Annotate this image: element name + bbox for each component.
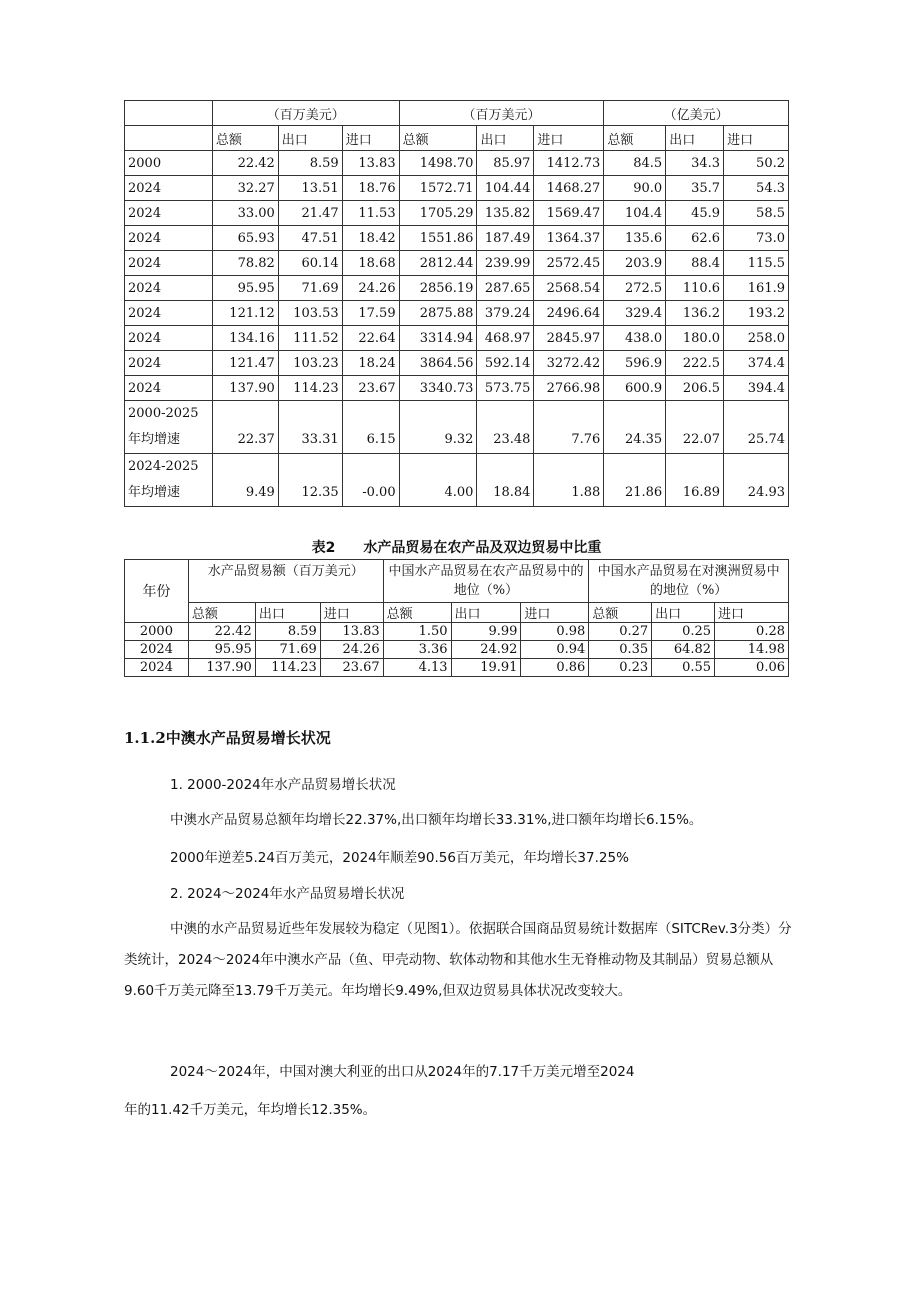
value-cell: 111.52 <box>278 326 342 351</box>
table-row <box>125 226 789 251</box>
table-row <box>125 351 789 376</box>
growth-row <box>125 401 789 454</box>
growth-period: 2000-2025 <box>128 406 199 421</box>
value-cell: 64.82 <box>652 641 715 659</box>
value-cell: 8.59 <box>278 151 342 176</box>
value-cell: 1572.71 <box>399 176 477 201</box>
table-row <box>125 251 789 276</box>
value-cell: 71.69 <box>255 641 320 659</box>
value-cell: 104.4 <box>604 201 666 226</box>
year-cell: 2024 <box>125 641 189 659</box>
year-cell: 2024 <box>125 251 213 276</box>
value-cell: 22.64 <box>342 326 399 351</box>
value-cell: 114.23 <box>255 659 320 677</box>
value-cell: 3.36 <box>383 641 451 659</box>
value-cell: 136.2 <box>666 301 724 326</box>
year-cell: 2024 <box>125 301 213 326</box>
paragraph-growth-rates: 中澳水产品贸易总额年均增长22.37%,出口额年均增长33.31%,进口额年均增长6.15%。 <box>170 812 703 828</box>
value-cell: 193.2 <box>724 301 789 326</box>
table-row <box>125 623 789 641</box>
growth-value: 7.76 <box>534 401 604 454</box>
value-cell: 121.47 <box>212 351 278 376</box>
value-cell: 95.95 <box>212 276 278 301</box>
value-cell: 2568.54 <box>534 276 604 301</box>
value-cell: 468.97 <box>477 326 534 351</box>
value-cell: 600.9 <box>604 376 666 401</box>
table-row <box>125 326 789 351</box>
growth-row <box>125 454 789 507</box>
value-cell: 115.5 <box>724 251 789 276</box>
corner-cell <box>125 101 213 126</box>
value-cell: 329.4 <box>604 301 666 326</box>
value-cell: 32.27 <box>212 176 278 201</box>
growth-value: 16.89 <box>666 454 724 507</box>
value-cell: 13.51 <box>278 176 342 201</box>
subheader-row <box>125 603 789 623</box>
value-cell: 2875.88 <box>399 301 477 326</box>
value-cell: 95.95 <box>188 641 255 659</box>
value-cell: 180.0 <box>666 326 724 351</box>
value-cell: 4.13 <box>383 659 451 677</box>
value-cell: 35.7 <box>666 176 724 201</box>
value-cell: 34.3 <box>666 151 724 176</box>
value-cell: 21.47 <box>278 201 342 226</box>
column-header: 出口 <box>278 126 342 151</box>
year-cell: 2024 <box>125 351 213 376</box>
value-cell: 239.99 <box>477 251 534 276</box>
group-header: 水产品贸易额（百万美元） <box>188 560 383 603</box>
value-cell: 18.42 <box>342 226 399 251</box>
year-cell: 2024 <box>125 201 213 226</box>
year-cell: 2024 <box>125 659 189 677</box>
value-cell: 84.5 <box>604 151 666 176</box>
group-header: 中国水产品贸易在农产品贸易中的地位（%） <box>383 560 589 603</box>
growth-value: 23.48 <box>477 401 534 454</box>
trade-share-table-2 <box>124 559 789 677</box>
value-cell: 22.42 <box>188 623 255 641</box>
value-cell: 135.82 <box>477 201 534 226</box>
column-header: 出口 <box>451 603 521 623</box>
column-header: 总额 <box>399 126 477 151</box>
value-cell: 135.6 <box>604 226 666 251</box>
column-header: 总额 <box>589 603 652 623</box>
value-cell: 287.65 <box>477 276 534 301</box>
column-header: 总额 <box>212 126 278 151</box>
year-cell: 2000 <box>125 151 213 176</box>
unit-header: （百万美元） <box>399 101 604 126</box>
subsection-2-title: 2. 2024～2024年水产品贸易增长状况 <box>170 886 405 902</box>
table-row <box>125 659 789 677</box>
value-cell: 121.12 <box>212 301 278 326</box>
value-cell: 23.67 <box>320 659 383 677</box>
growth-value: 9.32 <box>399 401 477 454</box>
value-cell: 60.14 <box>278 251 342 276</box>
value-cell: 2766.98 <box>534 376 604 401</box>
value-cell: 88.4 <box>666 251 724 276</box>
value-cell: 137.90 <box>188 659 255 677</box>
value-cell: 0.28 <box>715 623 789 641</box>
value-cell: 85.97 <box>477 151 534 176</box>
paragraph-exports-line1: 2024～2024年，中国对澳大利亚的出口从2024年的7.17千万美元增至2024 <box>170 1064 635 1080</box>
table-row <box>125 641 789 659</box>
growth-value: 33.31 <box>278 401 342 454</box>
value-cell: 2856.19 <box>399 276 477 301</box>
value-cell: 203.9 <box>604 251 666 276</box>
value-cell: 161.9 <box>724 276 789 301</box>
value-cell: 11.53 <box>342 201 399 226</box>
value-cell: 1498.70 <box>399 151 477 176</box>
value-cell: 8.59 <box>255 623 320 641</box>
value-cell: 65.93 <box>212 226 278 251</box>
value-cell: 50.2 <box>724 151 789 176</box>
value-cell: 1.50 <box>383 623 451 641</box>
growth-period: 2024-2025 <box>128 459 199 474</box>
value-cell: 1468.27 <box>534 176 604 201</box>
table2-caption: 表2 水产品贸易在农产品及双边贸易中比重 <box>311 540 602 556</box>
value-cell: 206.5 <box>666 376 724 401</box>
growth-value: 24.93 <box>724 454 789 507</box>
column-header: 进口 <box>521 603 589 623</box>
growth-value: 12.35 <box>278 454 342 507</box>
value-cell: 1705.29 <box>399 201 477 226</box>
column-header: 进口 <box>342 126 399 151</box>
value-cell: 3314.94 <box>399 326 477 351</box>
growth-value: 9.49 <box>212 454 278 507</box>
column-header: 出口 <box>652 603 715 623</box>
value-cell: 114.23 <box>278 376 342 401</box>
table-row <box>125 301 789 326</box>
table-row <box>125 201 789 226</box>
column-header: 出口 <box>477 126 534 151</box>
value-cell: 18.24 <box>342 351 399 376</box>
year-cell: 2000 <box>125 623 189 641</box>
column-header: 总额 <box>604 126 666 151</box>
value-cell: 596.9 <box>604 351 666 376</box>
unit-header: （百万美元） <box>212 101 399 126</box>
value-cell: 0.35 <box>589 641 652 659</box>
subheader-row <box>125 126 789 151</box>
group-header-row <box>125 560 789 603</box>
value-cell: 258.0 <box>724 326 789 351</box>
value-cell: 0.06 <box>715 659 789 677</box>
value-cell: 3340.73 <box>399 376 477 401</box>
value-cell: 1412.73 <box>534 151 604 176</box>
year-cell: 2024 <box>125 326 213 351</box>
value-cell: 3272.42 <box>534 351 604 376</box>
paragraph-trade-overview: 中澳的水产品贸易近些年发展较为稳定（见图1）。依据联合国商品贸易统计数据库（SITCRev.3分类）分类统计，2024～2024年中澳水产品（鱼、甲壳动物、软体动物和其他水生无脊椎动物及其制品）贸易总额从9.60千万美元降至13.79千万美元。年均增长9.49%,但双边贸易具体状况改变较大。 <box>124 921 792 999</box>
table-row <box>125 276 789 301</box>
value-cell: 374.4 <box>724 351 789 376</box>
group-header: 中国水产品贸易在对澳洲贸易中的地位（%） <box>589 560 789 603</box>
table-row <box>125 176 789 201</box>
growth-caption: 年均增速 <box>128 485 181 500</box>
value-cell: 222.5 <box>666 351 724 376</box>
value-cell: 394.4 <box>724 376 789 401</box>
column-header: 进口 <box>724 126 789 151</box>
value-cell: 24.26 <box>342 276 399 301</box>
value-cell: 18.76 <box>342 176 399 201</box>
value-cell: 33.00 <box>212 201 278 226</box>
value-cell: 58.5 <box>724 201 789 226</box>
value-cell: 73.0 <box>724 226 789 251</box>
value-cell: 13.83 <box>320 623 383 641</box>
value-cell: 23.67 <box>342 376 399 401</box>
value-cell: 0.23 <box>589 659 652 677</box>
value-cell: 18.68 <box>342 251 399 276</box>
value-cell: 17.59 <box>342 301 399 326</box>
value-cell: 2572.45 <box>534 251 604 276</box>
column-header: 出口 <box>255 603 320 623</box>
value-cell: 90.0 <box>604 176 666 201</box>
growth-value: 4.00 <box>399 454 477 507</box>
value-cell: 22.42 <box>212 151 278 176</box>
column-header: 进口 <box>534 126 604 151</box>
paragraph-exports-line2: 年的11.42千万美元，年均增长12.35%。 <box>124 1102 377 1118</box>
value-cell: 14.98 <box>715 641 789 659</box>
value-cell: 1364.37 <box>534 226 604 251</box>
growth-value: 24.35 <box>604 401 666 454</box>
growth-value: 6.15 <box>342 401 399 454</box>
value-cell: 0.25 <box>652 623 715 641</box>
value-cell: 103.23 <box>278 351 342 376</box>
growth-value: 18.84 <box>477 454 534 507</box>
value-cell: 137.90 <box>212 376 278 401</box>
value-cell: 47.51 <box>278 226 342 251</box>
value-cell: 592.14 <box>477 351 534 376</box>
value-cell: 0.86 <box>521 659 589 677</box>
value-cell: 3864.56 <box>399 351 477 376</box>
value-cell: 9.99 <box>451 623 521 641</box>
column-header: 进口 <box>320 603 383 623</box>
units-row <box>125 101 789 126</box>
value-cell: 104.44 <box>477 176 534 201</box>
year-header: 年份 <box>125 560 189 623</box>
subsection-1-title: 1. 2000-2024年水产品贸易增长状况 <box>170 777 396 793</box>
value-cell: 134.16 <box>212 326 278 351</box>
value-cell: 2812.44 <box>399 251 477 276</box>
value-cell: 45.9 <box>666 201 724 226</box>
column-header: 总额 <box>383 603 451 623</box>
section-heading: 1.1.2中澳水产品贸易增长状况 <box>124 729 331 747</box>
growth-caption: 年均增速 <box>128 432 181 447</box>
value-cell: 1569.47 <box>534 201 604 226</box>
growth-value: 1.88 <box>534 454 604 507</box>
value-cell: 0.27 <box>589 623 652 641</box>
growth-value: 22.07 <box>666 401 724 454</box>
year-cell: 2024 <box>125 176 213 201</box>
value-cell: 0.94 <box>521 641 589 659</box>
value-cell: 19.91 <box>451 659 521 677</box>
year-cell: 2024 <box>125 226 213 251</box>
corner-cell <box>125 126 213 151</box>
value-cell: 62.6 <box>666 226 724 251</box>
column-header: 出口 <box>666 126 724 151</box>
growth-value: 22.37 <box>212 401 278 454</box>
year-cell: 2024 <box>125 276 213 301</box>
value-cell: 110.6 <box>666 276 724 301</box>
growth-label <box>125 454 213 507</box>
value-cell: 2496.64 <box>534 301 604 326</box>
value-cell: 54.3 <box>724 176 789 201</box>
value-cell: 379.24 <box>477 301 534 326</box>
value-cell: 78.82 <box>212 251 278 276</box>
growth-label <box>125 401 213 454</box>
value-cell: 0.98 <box>521 623 589 641</box>
value-cell: 1551.86 <box>399 226 477 251</box>
value-cell: 24.92 <box>451 641 521 659</box>
year-cell: 2024 <box>125 376 213 401</box>
value-cell: 103.53 <box>278 301 342 326</box>
growth-value: -0.00 <box>342 454 399 507</box>
table-row <box>125 151 789 176</box>
column-header: 总额 <box>188 603 255 623</box>
unit-header: （亿美元） <box>604 101 789 126</box>
value-cell: 438.0 <box>604 326 666 351</box>
growth-value: 21.86 <box>604 454 666 507</box>
trade-table-1 <box>124 100 789 507</box>
value-cell: 71.69 <box>278 276 342 301</box>
value-cell: 2845.97 <box>534 326 604 351</box>
value-cell: 0.55 <box>652 659 715 677</box>
table-row <box>125 376 789 401</box>
paragraph-balance: 2000年逆差5.24百万美元，2024年顺差90.56百万美元，年均增长37.25% <box>170 850 629 866</box>
growth-value: 25.74 <box>724 401 789 454</box>
value-cell: 573.75 <box>477 376 534 401</box>
value-cell: 272.5 <box>604 276 666 301</box>
value-cell: 24.26 <box>320 641 383 659</box>
column-header: 进口 <box>715 603 789 623</box>
value-cell: 13.83 <box>342 151 399 176</box>
value-cell: 187.49 <box>477 226 534 251</box>
